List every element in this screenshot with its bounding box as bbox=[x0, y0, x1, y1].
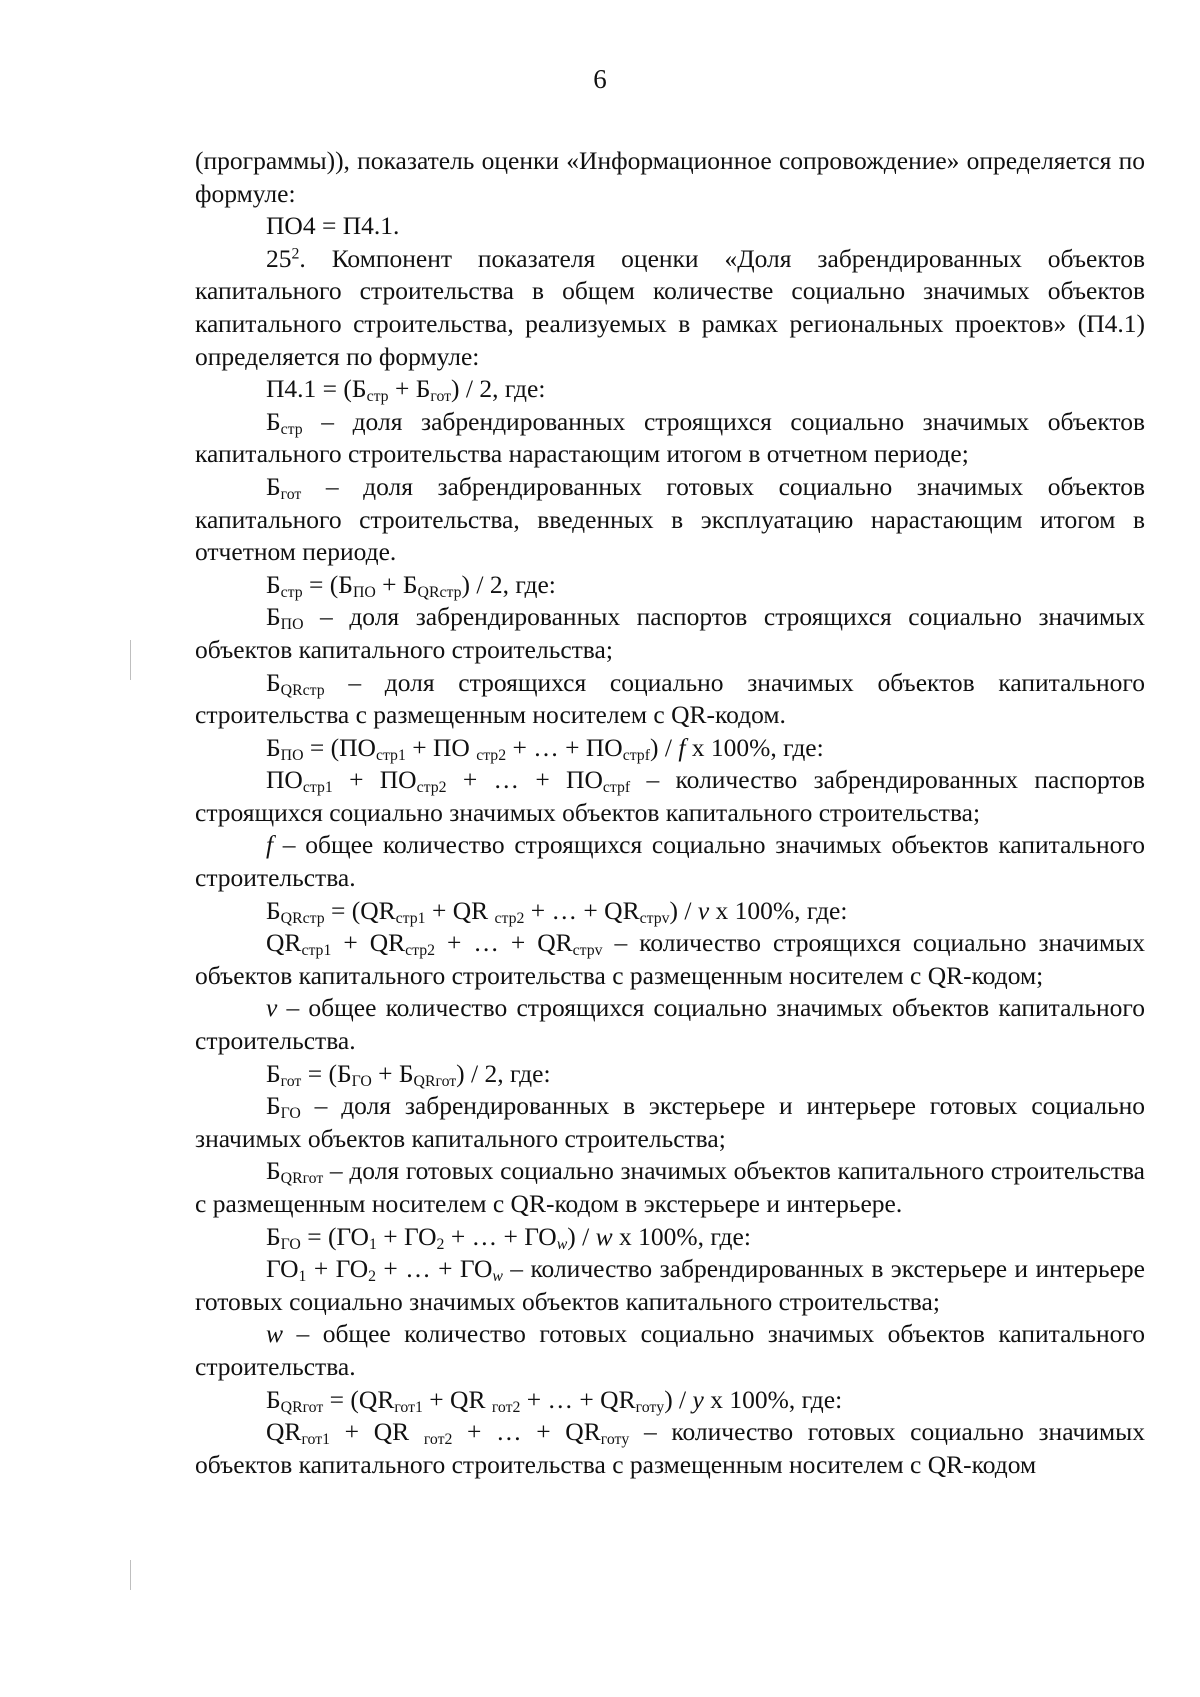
definition-posum: $ПО_{стр1} + ПО_{стр2}$ + … + $ПО_{стрf}$ – количество забрендированных паспортов строящихся социально значимых объектов капитального строительства; bbox=[195, 765, 1146, 827]
definition-f: f – общее количество строящихся социально значимых объектов капитального строительства. bbox=[195, 830, 1145, 893]
definition-gosum: $ГО_1 + ГО_2$ + … + $ГО_w$ – количество забрендированных в экстерьере и интерьере готовых социально значимых объектов капитального строительства; bbox=[195, 1254, 1145, 1316]
definition-bqrstr: $Б_{QRстр}$ – доля строящихся социально значимых объектов капитального строительства с размещенным носителем с QR-кодом. bbox=[195, 667, 1145, 730]
document-body bbox=[195, 145, 1145, 1481]
paragraph: (программы)), показатель оценки «Информационное сопровождение» определяется по формуле: bbox=[195, 146, 1145, 208]
definition-qrsum: $QR_{стр1} + QR_{стр2}$ + … + $QR_{стрv}$ – количество строящихся социально значимых объектов капитального строительства с размещенным носителем с QR-кодом; bbox=[195, 928, 1145, 990]
page-number: 6 bbox=[593, 64, 607, 94]
definition-bpo: $Б_{ПО}$ – доля забрендированных паспортов строящихся социально значимых объектов капитального строительства; bbox=[195, 602, 1145, 664]
formula-bstr: $Б_{стр} = (Б_{ПО} + Б_{QRстр}) / 2$, где: bbox=[266, 569, 556, 601]
definition-bqrgot: $Б_{QRгот}$ – доля готовых социально значимых объектов капитального строительства с размещенным носителем с QR-кодом в экстерьере и интерьере. bbox=[195, 1156, 1145, 1218]
formula-bgot: $Б_{гот} = (Б_{ГО} + Б_{QRгот}) / 2$, где: bbox=[266, 1058, 551, 1090]
formula-bqrgot: $Б_{QRгот} = (QR_{гот1}$ + QR $_{гот2}$ + … + $QR_{готy}$) / y х 100%, где: bbox=[266, 1384, 843, 1416]
definition-qrgotsum: $QR_{гот1}$ + QR $_{гот2}$ + … + $QR_{готy}$ – количество готовых социально значимых объектов капитального строительства с размещенным носителем с QR-кодом bbox=[195, 1417, 1145, 1479]
paragraph-item-25-2: $25^2$. Компонент показателя оценки «Доля забрендированных объектов капитального строительства в общем количестве социально значимых объектов капитального строительства, реализуемых в рамках региональных проектов» (П4.1) определяется по формуле: bbox=[195, 243, 1145, 371]
formula-bqrstr: $Б_{QRстр} = (QR_{стр1}$ + QR $_{стр2}$ + … + $QR_{стрv}$) / v х 100%, где: bbox=[266, 895, 848, 927]
definition-bgot: $Б_{гот}$ – доля забрендированных готовых социально значимых объектов капитального строительства, введенных в эксплуатацию нарастающим итогом в отчетном периоде. bbox=[195, 471, 1145, 567]
scan-margin-mark bbox=[130, 1560, 131, 1590]
definition-v: v – общее количество строящихся социально значимых объектов капитального строительства. bbox=[195, 993, 1145, 1056]
formula-bpo: $Б_{ПО} = (ПО_{стр1}$ + ПО $_{стр2}$ + … + $ПО_{стрf}$) / f х 100%, где: bbox=[266, 732, 824, 764]
scan-margin-mark bbox=[130, 640, 131, 680]
definition-bgo: $Б_{ГО}$ – доля забрендированных в экстерьере и интерьере готовых социально значимых объектов капитального строительства; bbox=[195, 1091, 1145, 1153]
definition-w: w – общее количество готовых социально значимых объектов капитального строительства. bbox=[195, 1319, 1145, 1381]
definition-bstr: $Б_{стр}$ – доля забрендированных строящихся социально значимых объектов капитального строительства нарастающим итогом в отчетном периоде; bbox=[195, 406, 1145, 469]
formula-po4: ПО4 = П4.1. bbox=[266, 211, 400, 241]
formula-bgo: $Б_{ГО} = (ГО_1 + ГО_2$ + … + $ГО_w$) / w х 100%, где: bbox=[266, 1221, 751, 1253]
formula-p41: $П4.1 = (Б_{стр} + Б_{гот}) / 2$, где: bbox=[266, 374, 546, 406]
